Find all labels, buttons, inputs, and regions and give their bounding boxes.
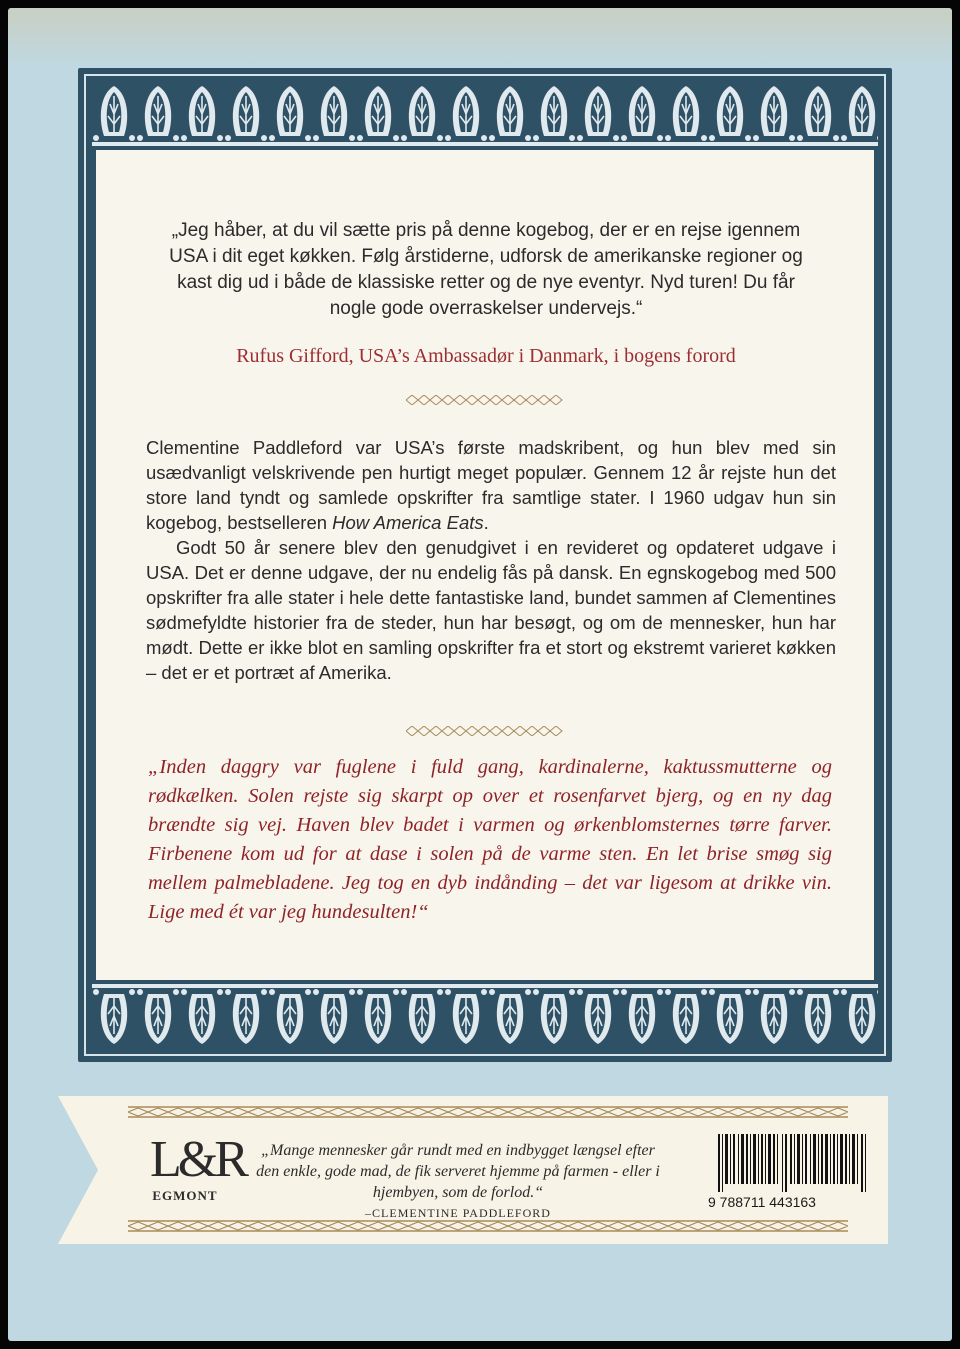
barcode-bars [710, 1134, 872, 1192]
gold-chain-ornament [128, 1106, 848, 1118]
top-ornament-frieze [92, 80, 878, 146]
book-back-cover [8, 8, 952, 1341]
diamond-divider [406, 395, 566, 405]
bottom-ornament-frieze [92, 984, 878, 1050]
body-paragraph-2: Godt 50 år senere blev den genudgivet i en revideret og opdateret udgave i USA. Det er denne udgave, der nu endelig fås på dansk. En egnskogebog med 500 opskrifter fra alle stater i hele dette fantastiske land, bundet sammen af Clementines sødmefyldte historier fra de steder, hun har besøgt, og om de mennesker, hun har mødt. Dette er ikke blot en samling opskrifter fra et stort og ekstremt varieret køkken – det er et portræt af Amerika. [146, 537, 836, 683]
publisher-banner [58, 1096, 888, 1244]
quote-attribution: Rufus Gifford, USA’s Ambassadør i Danmark, i bogens forord [236, 345, 736, 367]
banner-quote-author: –CLEMENTINE PADDLEFORD [365, 1206, 551, 1220]
body-paragraph-1: Clementine Paddleford var USA’s første madskribent, og hun blev med sin usædvanligt velskrivende pen hurtigt meget populær. Gennem 12 år rejste hun det store land tyndt og samlede opskrifter fra samtlige stater. I 1960 udgav hun sin kogebog, bestselleren How America Eats. [146, 437, 836, 533]
book-title: How America Eats [332, 512, 484, 533]
gold-chain-ornament [128, 1220, 848, 1232]
isbn-digits: 9 788711 443163 [708, 1194, 816, 1210]
isbn-barcode [706, 1134, 876, 1212]
cover-wear-texture [8, 8, 952, 68]
ambassador-quote: „Jeg håber, at du vil sætte pris på denne kogebog, der er en rejse igennem USA i dit eget køkken. Følg årstiderne, udforsk de amerikanske regioner og kast dig ud i både de klassiske retter og de nye eventyr. Nyd turen! Du får nogle gode overraskelser undervejs.“ [169, 220, 803, 319]
body-description [146, 435, 836, 685]
publisher-name: EGMONT [152, 1188, 218, 1203]
banner-quote: „Mange mennesker går rundt med en indbygget længsel efter den enkle, gode mad, de fik serveret hjemme på farmen - eller i hjembyen, som de forlod.“ [256, 1142, 660, 1201]
publisher-logo [150, 1131, 245, 1204]
ornamental-panel [78, 68, 892, 1062]
diamond-divider [406, 726, 566, 736]
text-paper-area [96, 150, 874, 980]
paddleford-excerpt: „Inden daggry var fuglene i fuld gang, kardinalerne, kaktussmutterne og rødkælken. Solen rejste sig skarpt op over et rosenfarvet bjerg, og en ny dag brændte sig vej. Haven blev badet i varmen og ørkenblomsternes tørre farver. Firbenene kom ud for at dase i solen på de varme sten. En let brise smøg sig mellem palmebladene. Jeg tog en dyb indånding – det var ligesom at drikke vin. Lige med ét var jeg hundesulten!“ [148, 756, 832, 923]
lr-logo-mark: L&R [150, 1131, 245, 1188]
